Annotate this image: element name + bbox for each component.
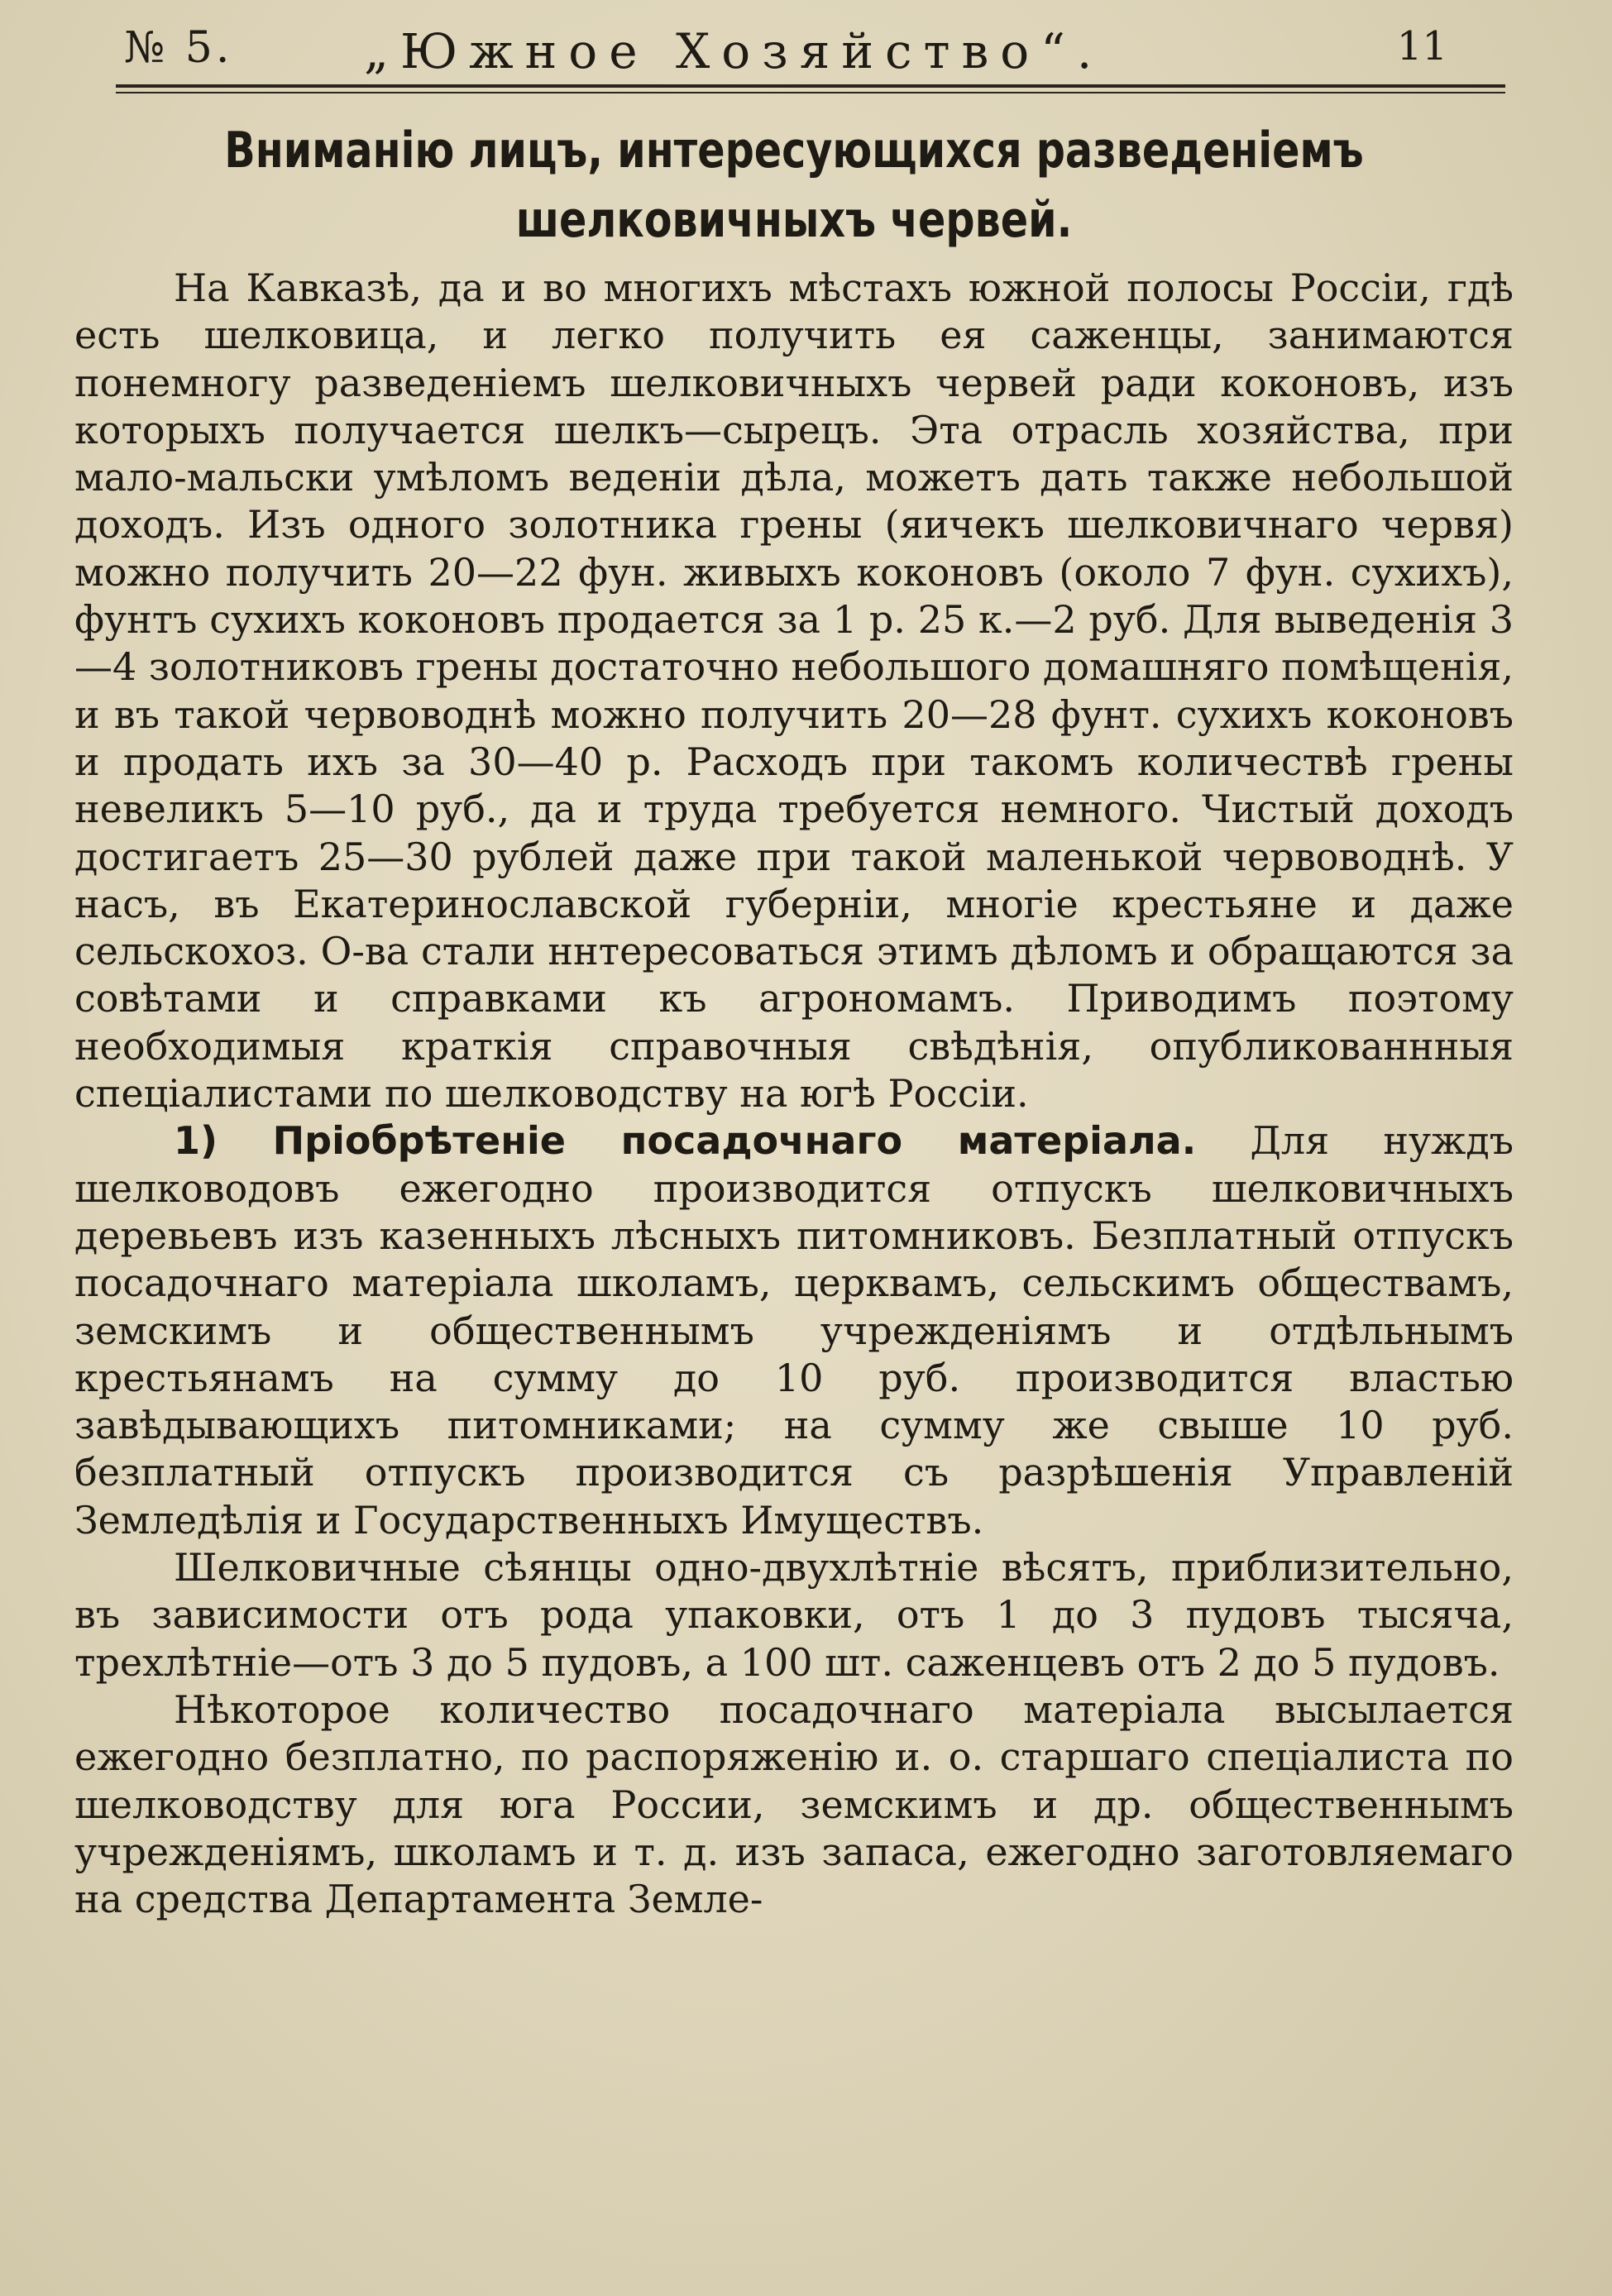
paragraph-3: Шелковичные сѣянцы одно-двухлѣтніе вѣсятъ, приблизительно, въ зависимости отъ рода упаковки, отъ 1 до 3 пудовъ тысяча, трехлѣтніе—отъ 3 до 5 пудовъ, а 100 шт. саженцевъ отъ 2 до 5 пудовъ. — [74, 1545, 1514, 1685]
journal-title: „Южное Хозяйство“. — [364, 23, 1104, 79]
article-title-line-2: шелковичныхъ червей. — [515, 191, 1073, 249]
paragraph-2 — [74, 1117, 1514, 1544]
page-number: 11 — [1396, 23, 1447, 69]
header-rule-thin — [116, 92, 1505, 93]
paragraph-1: На Кавказѣ, да и во многихъ мѣстахъ южной полосы Россіи, гдѣ есть шелковица, и легко получить ея саженцы, занимаются понемногу разведеніемъ шелковичныхъ червей ради коконовъ, изъ которыхъ получается шелкъ—сырецъ. Эта отрасль хозяйства, при мало-мальски умѣломъ веденіи дѣла, можетъ дать также небольшой доходъ. Изъ одного золотника грены (яичекъ шелковичнаго червя) можно получить 20—22 фун. живыхъ коконовъ (около 7 фун. сухихъ), фунтъ сухихъ коконовъ продается за 1 р. 25 к.—2 руб. Для выведенія 3—4 золотниковъ грены достаточно небольшого домашняго помѣщенія, и въ такой червоводнѣ можно получить 20—28 фунт. сухихъ коконовъ и продать ихъ за 30—40 р. Расходъ при такомъ количествѣ грены невеликъ 5—10 руб., да и труда требуется немного. Чистый доходъ достигаетъ 25—30 рублей даже при такой маленькой червоводнѣ. У насъ, въ Екатеринославской губерніи, многіе крестьяне и даже сельскохоз. О-ва стали ннтересоваться этимъ дѣломъ и обращаются за совѣтами и справками къ агрономамъ. Приводимъ поэтому необходимыя краткія справочныя свѣдѣнія, опубликованнныя спеціалистами по шелководству на югѣ Россіи. — [74, 265, 1514, 1117]
article-body — [74, 265, 1514, 1923]
article-title — [204, 116, 1385, 255]
running-header — [124, 23, 1505, 81]
header-rule — [116, 84, 1505, 88]
paragraph-4: Нѣкоторое количество посадочнаго матеріала высылается ежегодно безплатно, по распоряженію и. о. старшаго спеціалиста по шелководству для юга России, земскимъ и др. общественнымъ учрежденіямъ, школамъ и т. д. изъ запаса, ежегодно заготовляемаго на средства Департамента Земле- — [74, 1686, 1514, 1922]
paragraph-2-text: Для нуждъ шелководовъ ежегодно производится отпускъ шелковичныхъ деревьевъ изъ казенныхъ лѣсныхъ питомниковъ. Безплатный отпускъ посадочнаго матеріала школамъ, церквамъ, сельскимъ обществамъ, земскимъ и общественнымъ учрежденiямъ и отдѣльнымъ крестьянамъ на сумму до 10 руб. производится властью завѣдывающихъ питомниками; на сумму же свыше 10 руб. безплатный отпускъ производится съ разрѣшенія Управленій Земледѣлія и Государственныхъ Имуществъ. — [74, 1118, 1514, 1543]
section-heading: 1) Пріобрѣтеніе посадочнаго матеріала. — [174, 1118, 1197, 1164]
issue-number: № 5. — [124, 23, 233, 73]
article-title-line-1: Вниманію лицъ, интересующихся разведеніемъ — [224, 122, 1364, 179]
